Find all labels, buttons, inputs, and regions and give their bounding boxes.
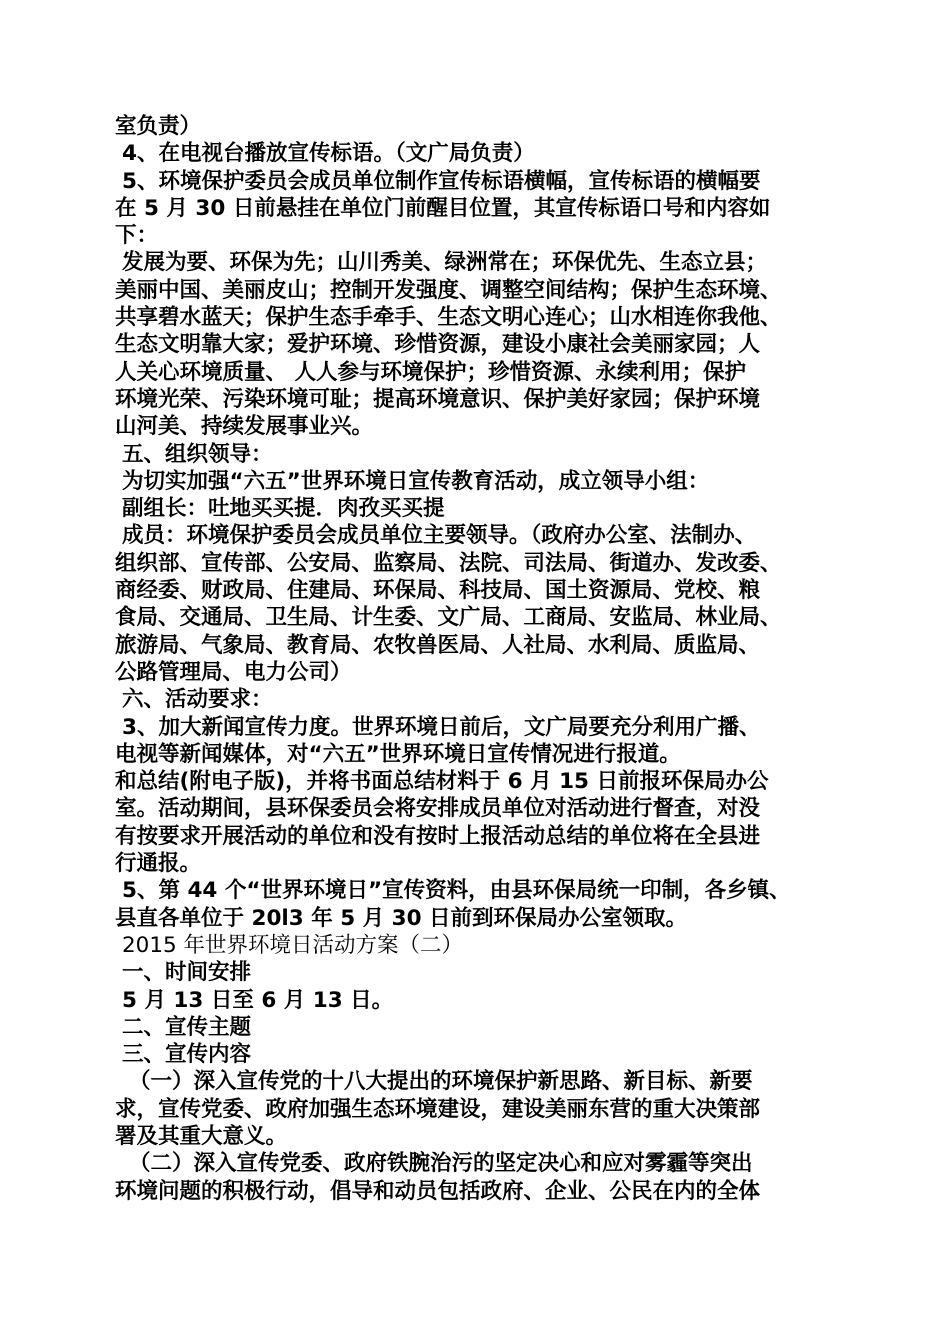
text-line: 室负责） <box>115 114 202 139</box>
text-line: 行通报。 <box>115 851 202 877</box>
text-line: 3、加大新闻宣传力度。世界环境日前后，文广局要充分利用广播、 <box>122 714 761 740</box>
text-line: 5、环境保护委员会成员单位制作宣传标语横幅，宣传标语的横幅要 <box>122 168 761 194</box>
text-line: 商经委、财政局、住建局、环保局、科技局、国土资源局、党校、粮 <box>115 578 761 604</box>
text-line: 有按要求开展活动的单位和没有按时上报活动总结的单位将在全县进 <box>115 823 761 849</box>
text-line: 4、在电视台播放宣传标语。（文广局负责） <box>122 141 535 167</box>
document-page <box>115 113 855 1205</box>
text-line: 和总结(附电子版)，并将书面总结材料于 6 月 15 日前报环保局办公 <box>115 769 769 795</box>
section-heading: 三、宣传内容 <box>122 1042 252 1068</box>
text-line: 共享碧水蓝天；保护生态手牵手、生态文明心连心；山水相连你我他、 <box>115 305 782 331</box>
text-line: 旅游局、气象局、教育局、农牧兽医局、人社局、水利局、质监局、 <box>115 632 761 658</box>
text-line: 山河美、持续发展事业兴。 <box>115 414 374 440</box>
text-line: 人关心环境质量、 人人参与环境保护；珍惜资源、永续利用；保护 <box>115 359 746 385</box>
text-line: 食局、交通局、卫生局、计生委、文广局、工商局、安监局、林业局、 <box>115 605 782 631</box>
text-line: 电视等新闻媒体，对“六五”世界环境日宣传情况进行报道。 <box>115 741 681 767</box>
text-line: 美丽中国、美丽皮山；控制开发强度、调整空间结构；保护生态环境、 <box>115 277 782 303</box>
section-heading: 六、活动要求： <box>122 687 273 713</box>
text-line: （二）深入宣传党委、政府铁腕治污的坚定决心和应对雾霾等突出 <box>129 1151 753 1177</box>
text-line: 5 月 13 日至 6 月 13 日。 <box>122 987 394 1013</box>
text-line: 求，宣传党委、政府加强生态环境建设，建设美丽东营的重大决策部 <box>115 1096 761 1122</box>
text-line: 在 5 月 30 日前悬挂在单位门前醒目位置，其宣传标语口号和内容如 <box>115 195 771 221</box>
text-line: 室。活动期间，县环保委员会将安排成员单位对活动进行督查，对没 <box>115 796 761 822</box>
text-line: 为切实加强“六五”世界环境日宣传教育活动，成立领导小组： <box>122 468 710 494</box>
section-heading: 二、宣传主题 <box>122 1014 252 1040</box>
text-line: 副组长：吐地买买提．肉孜买买提 <box>122 496 445 522</box>
section-heading: 一、时间安排 <box>122 960 252 986</box>
text-line: 成员：环境保护委员会成员单位主要领导。（政府办公室、法制办、 <box>122 523 757 549</box>
text-line: 发展为要、环保为先；山川秀美、绿洲常在；环保优先、生态立县； <box>122 250 768 276</box>
document-title: 2015 年世界环境日活动方案（二） <box>122 932 464 958</box>
text-line: 组织部、宣传部、公安局、监察局、法院、司法局、街道办、发改委、 <box>115 550 782 576</box>
text-line: 环境问题的积极行动，倡导和动员包括政府、企业、公民在内的全体 <box>115 1178 761 1204</box>
text-line: 生态文明靠大家；爱护环境、珍惜资源，建设小康社会美丽家园；人 <box>115 332 761 358</box>
section-heading: 五、组织领导： <box>122 441 273 467</box>
text-line: 署及其重大意义。 <box>115 1123 288 1149</box>
text-line: （一）深入宣传党的十八大提出的环境保护新思路、新目标、新要 <box>129 1069 753 1095</box>
text-line: 5、第 44 个“世界环境日”宣传资料，由县环保局统一印制，各乡镇、 <box>122 878 791 904</box>
text-line: 公路管理局、电力公司） <box>115 659 352 685</box>
text-line: 环境光荣、污染环境可耻；提高环境意识、保护美好家园；保护环境 <box>115 386 761 412</box>
text-line: 县直各单位于 20l3 年 5 月 30 日前到环保局办公室领取。 <box>115 905 688 931</box>
text-line: 下： <box>115 223 159 249</box>
